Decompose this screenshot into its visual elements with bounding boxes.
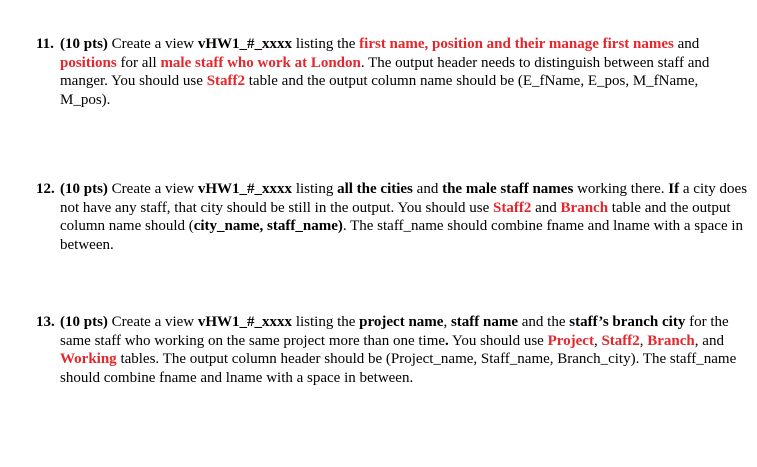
table-name-red: Project (547, 332, 594, 349)
text-segment: You should use (448, 332, 548, 349)
text-segment: listing the (292, 314, 360, 330)
points-label: (10 pts) (60, 314, 108, 330)
view-name: vHW1_#_xxxx (197, 36, 293, 52)
points-label: (10 pts) (60, 181, 108, 197)
points-label: (10 pts) (60, 36, 108, 52)
table-name-red: Staff2 (206, 73, 246, 90)
view-name: vHW1_#_xxxx (197, 181, 293, 197)
highlight-red: first name, position and their manage first names (359, 36, 674, 52)
bold-phrase: the male staff names (442, 181, 574, 197)
text-segment: Create a view (107, 181, 198, 197)
text-segment: listing (292, 181, 338, 197)
text-segment: for the same staff who working on the same project more than one time (60, 314, 729, 349)
text-segment: working there. (573, 181, 669, 197)
text-segment: . The output header needs to distinguish between staff and manger. You should use (60, 54, 710, 90)
text-segment: a city does not have any staff, that city should be still in the output. You should use (60, 181, 748, 216)
table-name-red: Branch (560, 199, 609, 216)
text-segment: Create a view (107, 36, 198, 52)
view-name: vHW1_#_xxxx (197, 314, 293, 330)
highlight-red: male staff who work at London (160, 54, 361, 71)
table-name-red: Branch (647, 332, 695, 349)
bold-phrase: project name (359, 314, 444, 330)
text-segment: . The staff_name should combine fname and lname with a space in between. (60, 218, 744, 253)
table-name-red: Staff2 (493, 199, 532, 216)
question-text (60, 180, 748, 254)
text-segment: and (531, 199, 561, 216)
bold-phrase: all the cities (337, 181, 413, 197)
bold-phrase: staff’s branch city (569, 314, 686, 330)
question-text (60, 35, 748, 109)
text-segment: , (639, 332, 648, 349)
text-segment: , and (694, 332, 724, 349)
text-segment: Create a view (107, 314, 198, 330)
bold-phrase: If (668, 181, 680, 197)
question-number: 12. (36, 181, 55, 197)
text-segment: , (593, 332, 602, 349)
question-text (60, 313, 748, 387)
text-segment: and (673, 36, 700, 52)
table-name-red: Staff2 (601, 332, 640, 349)
text-segment: table and the output column name should be (E_fName, E_pos, M_fName, M_pos). (60, 73, 699, 108)
bold-phrase: staff name (450, 314, 519, 330)
text-segment: , (443, 314, 451, 330)
text-segment: and (412, 181, 443, 197)
question-13 (36, 313, 748, 387)
question-number: 11. (36, 36, 54, 52)
question-12 (36, 180, 748, 254)
highlight-red: positions (60, 54, 117, 71)
bold-phrase: . (445, 332, 449, 349)
bold-phrase: city_name, staff_name) (193, 218, 343, 235)
text-segment: tables. The output column header should be (Project_name, Staff_name, Branch_city). The staff_name should combine fname and lname with a space in between. (60, 351, 737, 386)
table-name-red: Working (60, 351, 117, 368)
text-segment: for all (116, 54, 161, 71)
text-segment: table and the output column name should ( (60, 199, 731, 235)
text-segment: and the (518, 314, 570, 330)
question-number: 13. (36, 314, 55, 330)
question-11 (36, 35, 748, 109)
text-segment: listing the (292, 36, 360, 52)
